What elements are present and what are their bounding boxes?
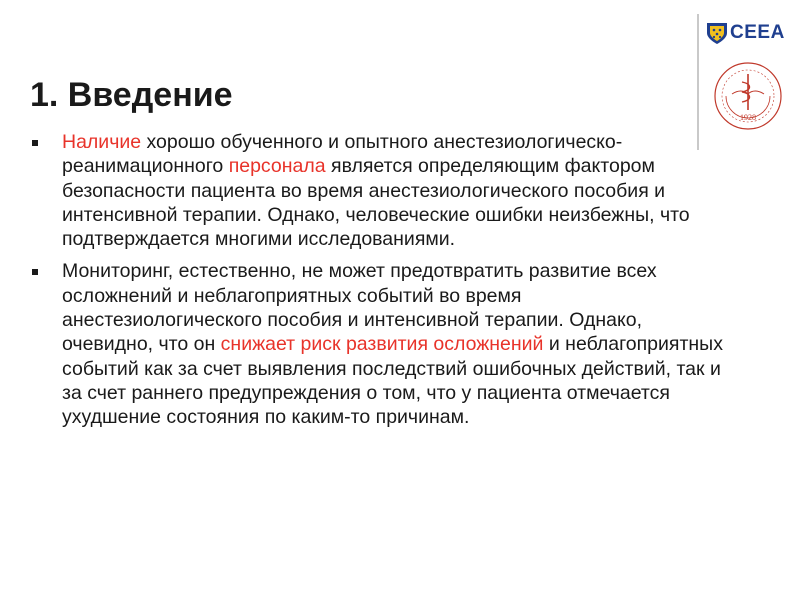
ceea-logo (706, 20, 785, 46)
seal-year: 1928 (740, 113, 756, 122)
bullet-text: является определяющим фактором безопасности пациента во время анестезиологического пособия и интенсивной терапии. Однако, человеческие ошибки неизбежны, что подтверждается многими исследованиями. (62, 155, 690, 251)
bullet-item-monitoring (26, 259, 726, 429)
bullet-text: Мониторинг, естественно, не может предотвратить развитие всех осложнений и неблагоприятных событий во время анестезиологического пособия и интенсивной терапии. Однако, очевидно, что он (62, 260, 657, 356)
bullet-marker (32, 140, 38, 146)
society-seal-logo (712, 60, 784, 132)
bullet-item-personnel (26, 130, 726, 251)
bullet-marker (32, 269, 38, 275)
bullet-list (26, 130, 726, 438)
bullet-text: хорошо обученного и опытного анестезиологическо-реанимационного (62, 131, 623, 178)
ceea-logo-text: CEEA (730, 22, 785, 43)
shield-icon (706, 21, 728, 45)
bullet-text: и неблагоприятных событий как за счет выявления последствий ошибочных действий, так и за счет раннего предупреждения о том, что у пациента отмечается ухудшение состояния по каким-то причинам. (62, 333, 723, 429)
bullet-highlight: снижает риск развития осложнений (220, 333, 544, 356)
slide-title: 1. Введение (30, 76, 233, 114)
bullet-highlight: Наличие (62, 131, 142, 153)
bullet-highlight: персонала (228, 155, 326, 178)
